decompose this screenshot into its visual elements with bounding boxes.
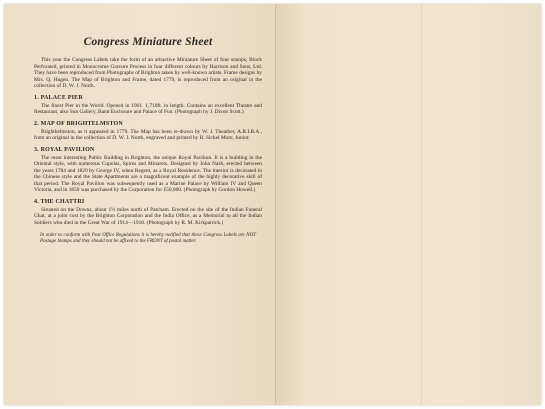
left-page-content [34,36,262,245]
right-page-blank [276,4,541,405]
section-body-chattri: Situated on the Downs, about 1½ miles north of Patcham. Erected on the site of the Indian Funeral Ghat, at a joint cost by the Brighton Corporation and the India Office, as a Memorial to all the Indian Soldiers who died in the Great War of 1914—1918. (Photograph by R. M. Kirkpatrick.) [34,206,262,226]
section-heading-royal-pavilion: 3. ROYAL PAVILION [34,146,95,153]
section-body-royal-pavilion: The most interesting Public Building in Brighton, the unique Royal Pavilion. It is a building in the Oriental style, with numerous Cupolas, Spires and Minarets. Designed by John Nash, erected between the years 1784 and 1820 by George IV, when Regent, as a Royal Residence. The interior is decorated in the Chinese style and the State Apartments are a magnificent example of the highly decorative skill of that period. The Royal Pavilion was subsequently used as a Marine Palace by William IV and Queen Victoria, and in 1850 was purchased by the Corporation for £50,000. (Photograph by Gordon Howell.) [34,154,262,193]
section-heading-chattri: 4. THE CHATTRI [34,198,85,205]
document-spread [4,4,541,405]
left-page [4,4,276,405]
document-title: Congress Miniature Sheet [83,36,213,48]
section-body-map: Brighthelmston, as it appeared in 1779. The Map has been re-drawn by W. J. Theatber, A.R.I.B.A., from an original in the collection of D. W. J. North, engraved and printed by R. Sickel More, Junior. [34,128,262,141]
post-office-notice: In order to conform with Post Office Regulations it is hereby notified that these Congress Labels are NOT Postage Stamps and they should not be affixed to the FRONT of postal matter. [40,233,256,245]
right-page-crease [421,4,422,405]
section-heading-map: 2. MAP OF BRIGHTELMSTON [34,120,123,127]
section-heading-palace-pier: 1. PALACE PIER [34,94,83,101]
section-body-palace-pier: The finest Pier in the World. Opened in 1901. 1,710ft. in length. Contains an excellent Theatre and Restaurant, also Sun Gallery, Band Enclosure and Palace of Fun. (Photograph by J. Dixon Scott.) [34,102,262,115]
intro-paragraph: This year the Congress Labels take the form of an attractive Miniature Sheet of four stamps, Block Perforated, printed in Monocrome Gravure Process in four different colours by Harrison and Sons, Ltd. They have been reproduced from Photographs of Brighton taken by well-known artists. Frame designs by Mrs. Q. Hugen. The Map of Brighton and Frame, dated 1779, is reproduced from an original in the collection of D. W. J. North. [34,57,263,89]
